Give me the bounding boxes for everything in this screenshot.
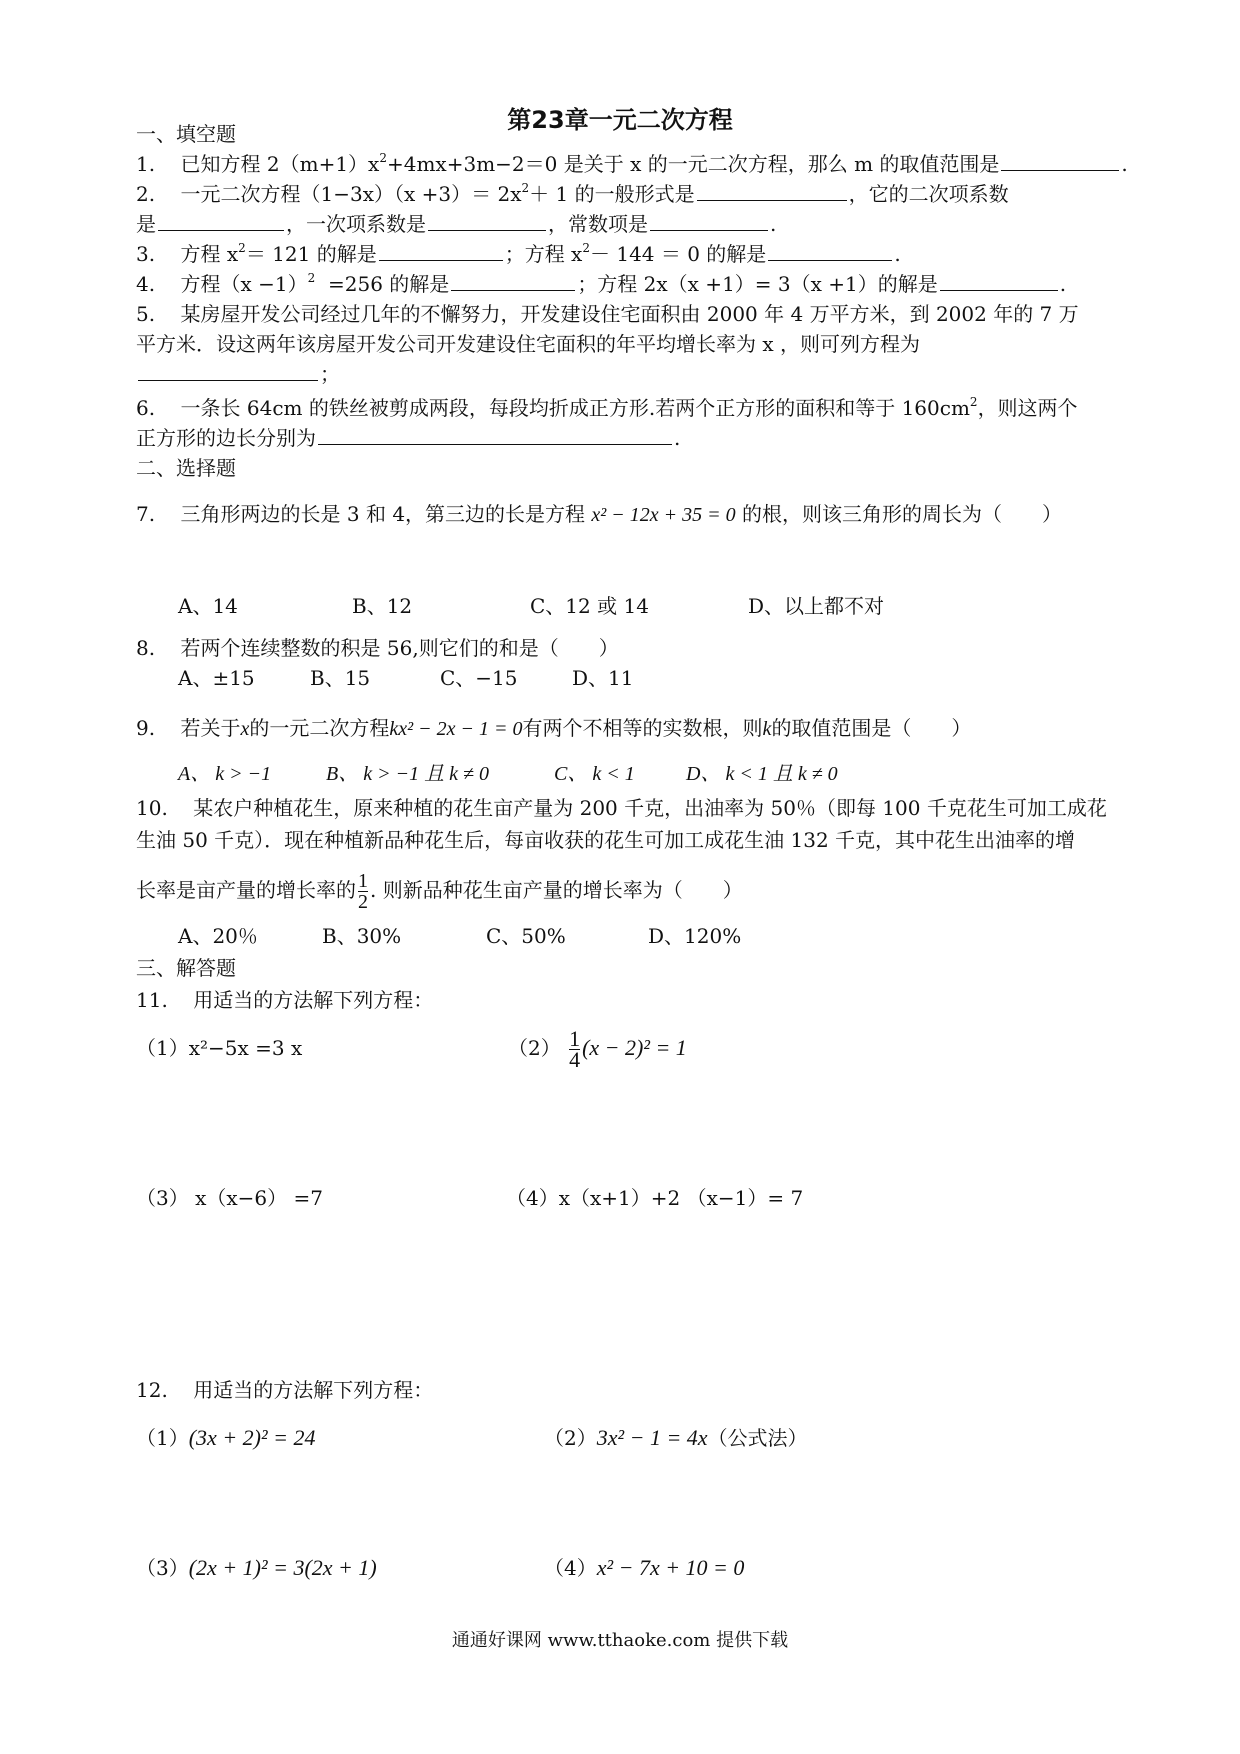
question-10-cont2: 长率是亩产量的增长率的 $\frac{1}{2}$ . 则新品种花生亩产量的增长率为（ ） [136,870,743,913]
section-solve: 三、解答题 [136,956,236,980]
question-1: 1. 已知方程 $2(m+1)x^2+4mx+3m-2=0$ 是关于 x 的一元二次方程，那么 m 的取值范围是 . [136,151,1128,176]
page-title: 第23章一元二次方程 [507,106,733,134]
section-fill-in: 一、填空题 [136,122,236,146]
question-5-cont: 平方米．设这两年该房屋开发公司开发建设住宅面积的年平均增长率为 x ，则可列方程为 [136,332,920,356]
question-5-blank: ； [136,362,340,386]
question-2-cont: 是 ，一次项系数是 ，常数项是 . [136,212,777,236]
question-9: 9. 若关于x的一元二次方程kx² − 2x − 1 = 0有两个不相等的实数根，则k的取值范围是（ ） [136,716,972,740]
question-4: 4. 方程$(x -1)^2 =256$ 的解是 ；方程 2x（x +1）= 3（x +1）的解是 . [136,271,1067,296]
section-multiple-choice: 二、选择题 [136,456,236,480]
question-5: 5. 某房屋开发公司经过几年的不懈努力，开发建设住宅面积由 2000 年 4 万平方米，到 2002 年的 7 万 [136,302,1079,326]
equation: x² − 12x + 35 = 0 [591,504,736,526]
question-6: 6. 一条长 64cm 的铁丝被剪成两段，每段均折成正方形.若两个正方形的面积和等于 $160cm^2$，则这两个 [136,395,1078,420]
equation: kx² − 2x − 1 = 0 [389,718,523,740]
question-8: 8. 若两个连续整数的积是 56,则它们的和是（ ） [136,636,619,660]
q11-part-3: （3） x（x−6） =7 [136,1186,323,1210]
q11-part-4: （4）x（x+1）+2 （x−1）= 7 [506,1186,804,1210]
option-a: A、±15 [178,666,255,690]
q12-part-1: （1）(3x + 2)² = 24 [136,1425,316,1450]
option-d: D、120% [648,924,742,948]
question-2: 2. 一元二次方程$(1-3x)(x +3)= 2x^2+ 1$ 的一般形式是 ，它的二次项系数 [136,181,1009,206]
q12-part-2: （2）3x² − 1 = 4x（公式法） [544,1425,808,1450]
option-b: B、15 [310,666,371,690]
option-b: B、12 [352,594,413,618]
question-6-cont: 正方形的边长分别为 . [136,426,681,450]
option-d: D、 k < 1 且 k ≠ 0 [686,763,838,785]
question-3: 3. 方程 $x^2= 121$ 的解是 ；方程 $x^2- 144 = 0$ 的解是 . [136,241,901,266]
option-a: A、 k > −1 [178,763,272,785]
option-c: C、−15 [440,666,518,690]
option-b: B、30% [322,924,402,948]
question-7: 7. 三角形两边的长是 3 和 4，第三边的长是方程 x² − 12x + 35 = 0 的根，则该三角形的周长为（ ） [136,502,1063,526]
option-b: B、 k > −1 且 k ≠ 0 [326,763,489,785]
option-c: C、12 或 14 [530,594,649,618]
option-d: D、以上都不对 [748,594,885,618]
question-11: 11. 用适当的方法解下列方程： [136,988,434,1012]
option-a: A、20％ [178,924,258,948]
q12-part-4: （4）x² − 7x + 10 = 0 [544,1555,745,1580]
q12-part-3: （3）(2x + 1)² = 3(2x + 1) [136,1555,377,1580]
q11-part-1: （1）x²−5x =3 x [136,1036,303,1060]
option-c: C、50% [486,924,566,948]
question-10-cont: 生油 50 千克）．现在种植新品种花生后，每亩收获的花生可加工成花生油 132 千克，其中花生出油率的增 [136,828,1076,852]
q11-part-2: （2） $\frac{1}{4}$ (x − 2)² = 1 [508,1026,687,1072]
question-10: 10. 某农户种植花生，原来种植的花生亩产量为 200 千克，出油率为 50％（即每 100 千克花生可加工成花 [136,796,1107,820]
option-d: D、11 [572,666,634,690]
fraction-one-half: $\frac{1}{2}$ [358,870,368,913]
option-a: A、14 [178,594,238,618]
footer: 通通好课网 www.tthaoke.com 提供下载 [451,1630,789,1651]
question-12: 12. 用适当的方法解下列方程： [136,1378,434,1402]
option-c: C、 k < 1 [554,763,635,785]
